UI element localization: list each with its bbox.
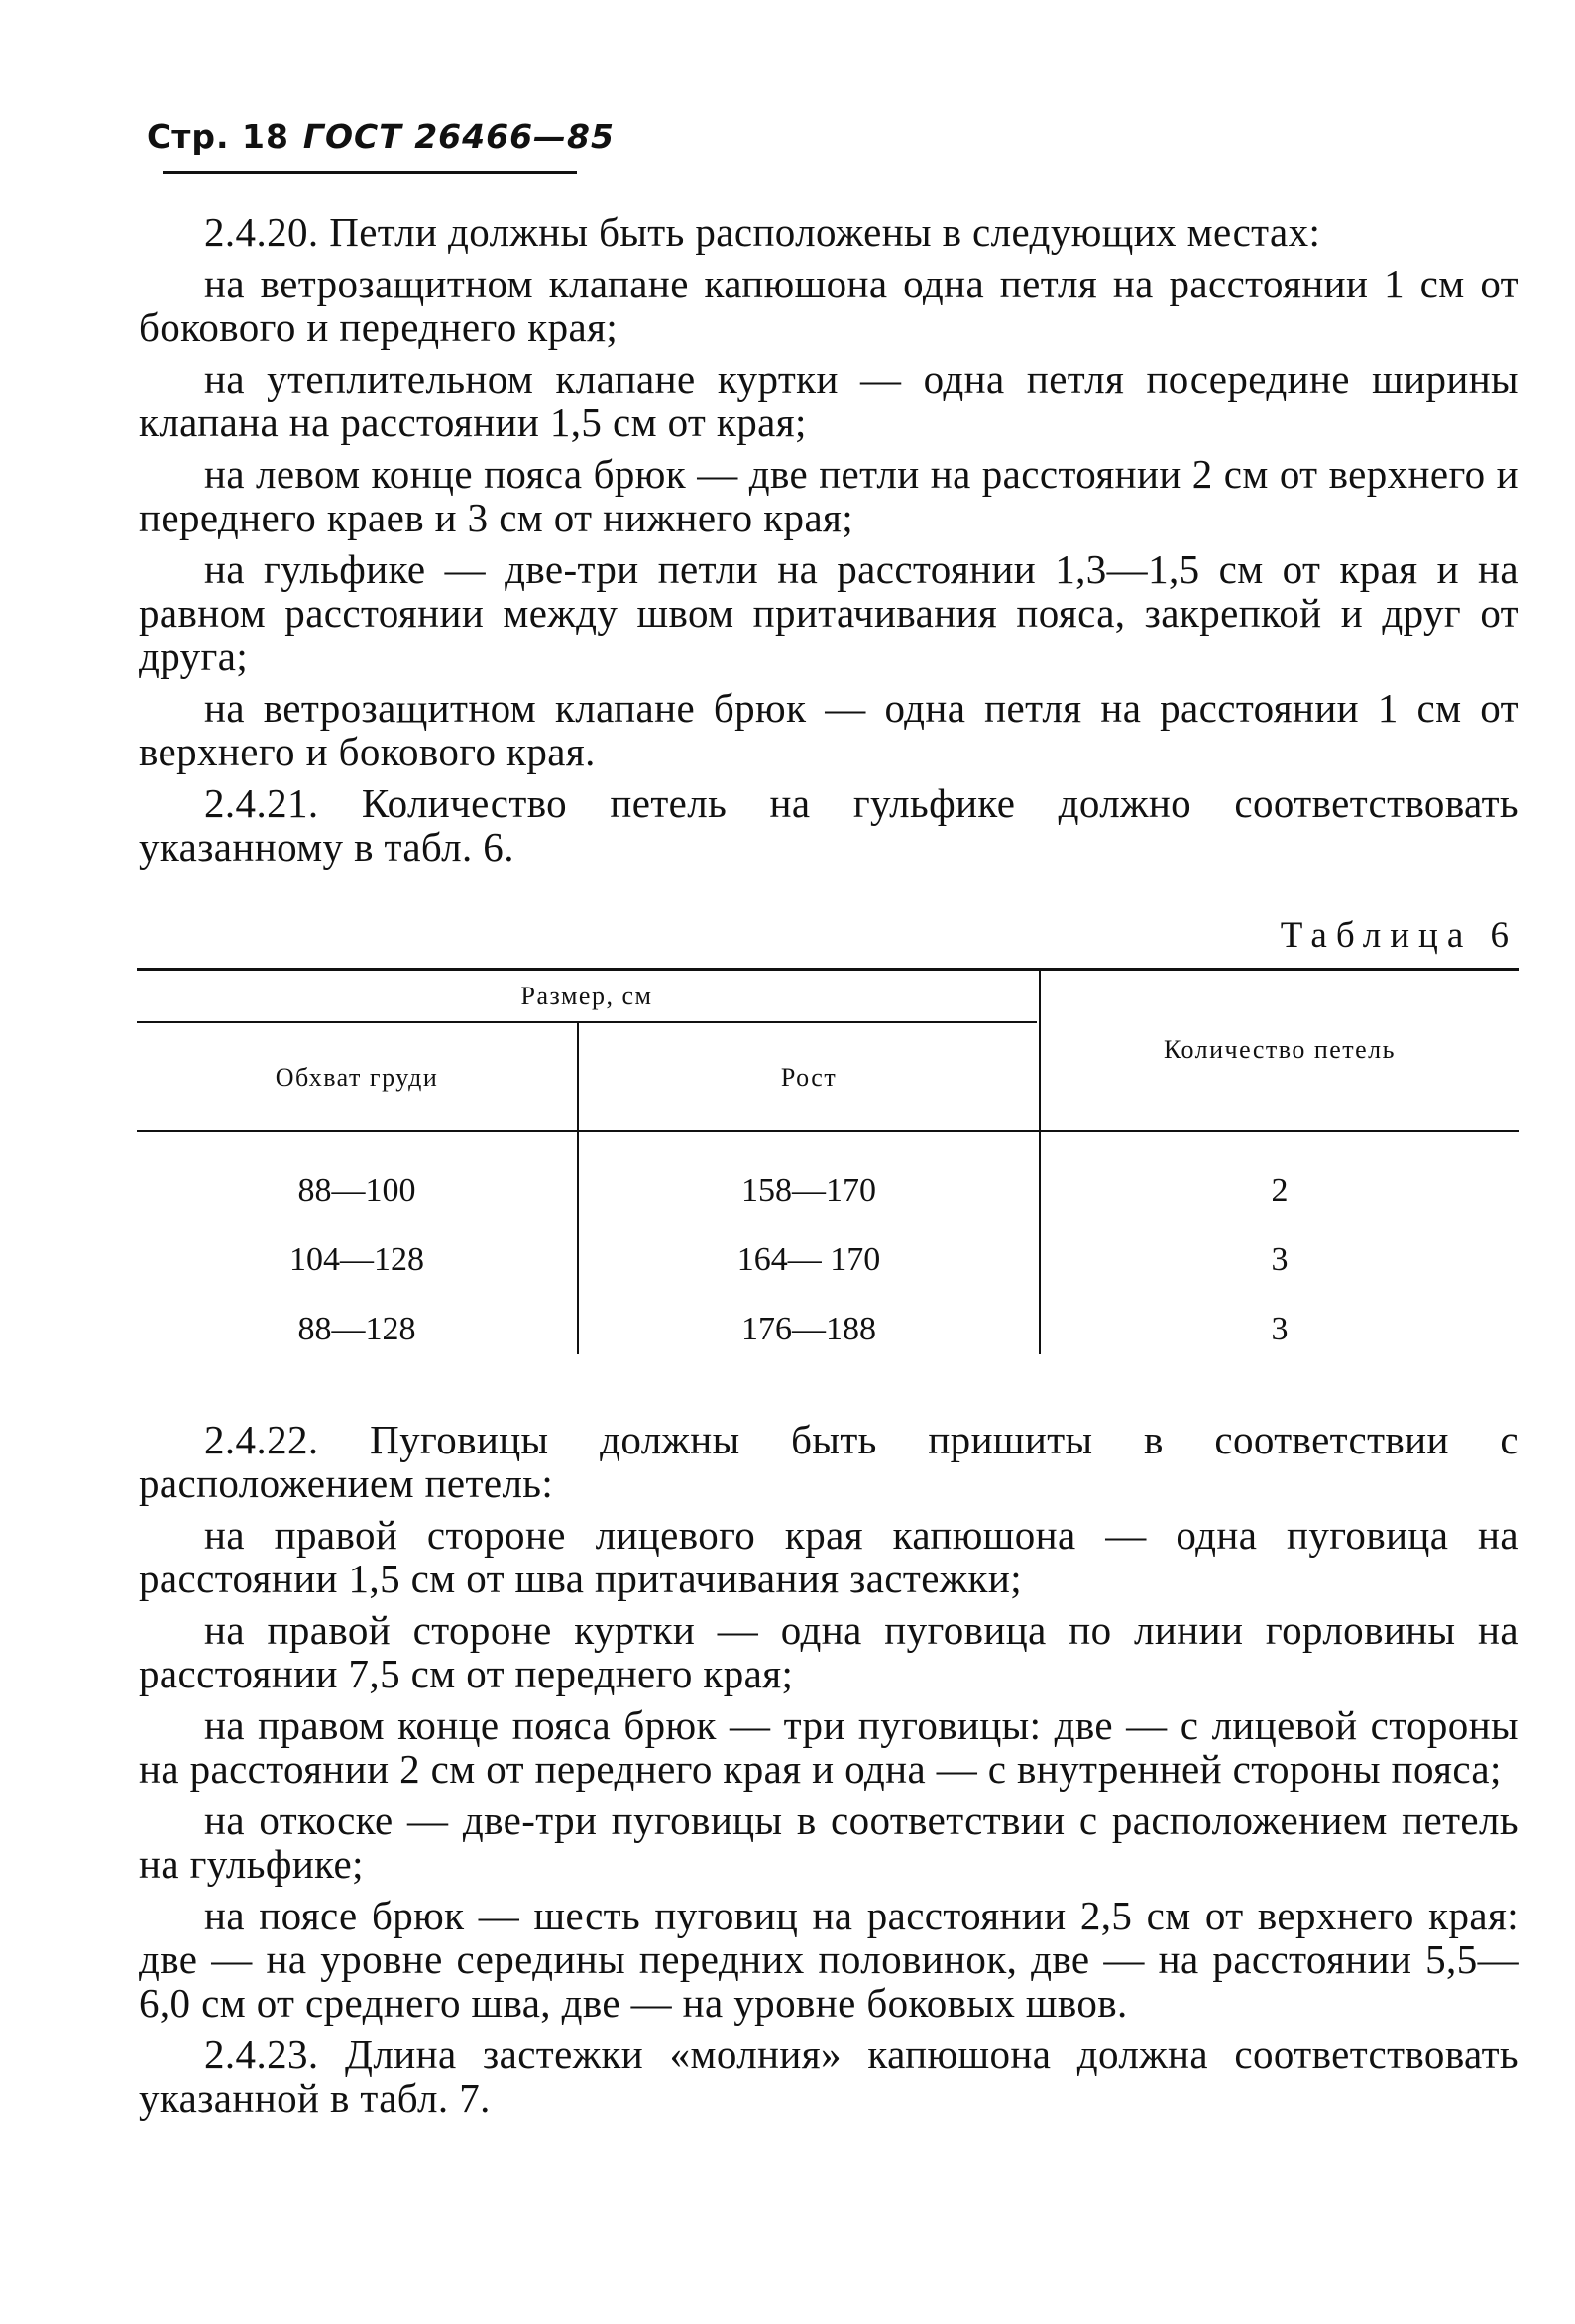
list-item: на ветрозащитном клапане брюк — одна петля на расстоянии 1 см от верхнего и бокового края. (139, 685, 1519, 774)
column-header-loop-count: Количество петель (1163, 1035, 1397, 1064)
section-loops (139, 210, 1519, 876)
list-item: на правом конце пояса брюк — три пуговицы: две — с лицевой стороны на расстоянии 2 см от переднего края и одна — с внутренней стороны пояса; (139, 1702, 1519, 1792)
list-item: на ветрозащитном клапане капюшона одна петля на расстоянии 1 см от бокового и переднего края; (139, 261, 1519, 350)
paragraph-2-4-21: 2.4.21. Количество петель на гульфике должно соответствовать указанному в табл. 6. (139, 780, 1519, 870)
table-cell: 164— 170 (736, 1241, 881, 1278)
table-cell: 3 (1271, 1311, 1289, 1347)
list-item: на откоске — две-три пуговицы в соответствии с расположением петель на гульфике; (139, 1798, 1519, 1887)
group-header-size: Размер, см (520, 982, 653, 1010)
table-cell: 176—188 (741, 1311, 876, 1347)
list-item: на правой стороне лицевого края капюшона — одна пуговица на расстоянии 1,5 см от шва притачивания застежки; (139, 1512, 1519, 1601)
list-item: на утеплительном клапане куртки — одна петля посередине ширины клапана на расстоянии 1,5 см от края; (139, 356, 1519, 445)
table-cell: 88—100 (297, 1172, 416, 1209)
list-item: на левом конце пояса брюк — две петли на расстоянии 2 см от верхнего и переднего краев и 3 см от нижнего края; (139, 451, 1519, 540)
table-6 (137, 968, 1519, 1354)
page-header (147, 117, 615, 156)
table-cell: 3 (1271, 1241, 1289, 1278)
list-item: на гульфике — две-три петли на расстоянии 1,3—1,5 см от края и на равном расстоянии между швом притачивания пояса, закрепкой и друг от друга; (139, 546, 1519, 679)
table-cell: 2 (1271, 1172, 1289, 1209)
column-header-height: Рост (780, 1063, 838, 1092)
paragraph-2-4-23: 2.4.23. Длина застежки «молния» капюшона должна соответствовать указанной в табл. 7. (139, 2032, 1519, 2121)
column-divider-2 (1039, 970, 1041, 1354)
page-number: Стр. 18 (147, 117, 289, 156)
standard-code: ГОСТ 26466—85 (302, 117, 615, 156)
header-bottom-rule (137, 1130, 1519, 1132)
section-buttons (139, 1418, 1519, 2128)
paragraph-2-4-22: 2.4.22. Пуговицы должны быть пришиты в соответствии с расположением петель: (139, 1417, 1519, 1506)
list-item: на поясе брюк — шесть пуговиц на расстоянии 2,5 см от верхнего края: две — на уровне середины передних половинок, две — на расстоянии 5,5—6,0 см от среднего шва, две — на уровне боковых швов. (139, 1893, 1519, 2026)
paragraph-2-4-20: 2.4.20. Петли должны быть расположены в следующих местах: (204, 209, 1321, 255)
column-header-chest: Обхват груди (275, 1063, 439, 1092)
table-cell: 88—128 (297, 1311, 416, 1347)
table-cell: 158—170 (741, 1172, 876, 1209)
header-rule (163, 171, 577, 174)
list-item: на правой стороне куртки — одна пуговица по линии горловины на расстоянии 7,5 см от переднего края; (139, 1607, 1519, 1696)
table-cell: 104—128 (289, 1241, 424, 1278)
group-header-rule (137, 1021, 1037, 1023)
table-top-rule (137, 968, 1519, 971)
table-caption: Таблица 6 (1280, 915, 1518, 956)
